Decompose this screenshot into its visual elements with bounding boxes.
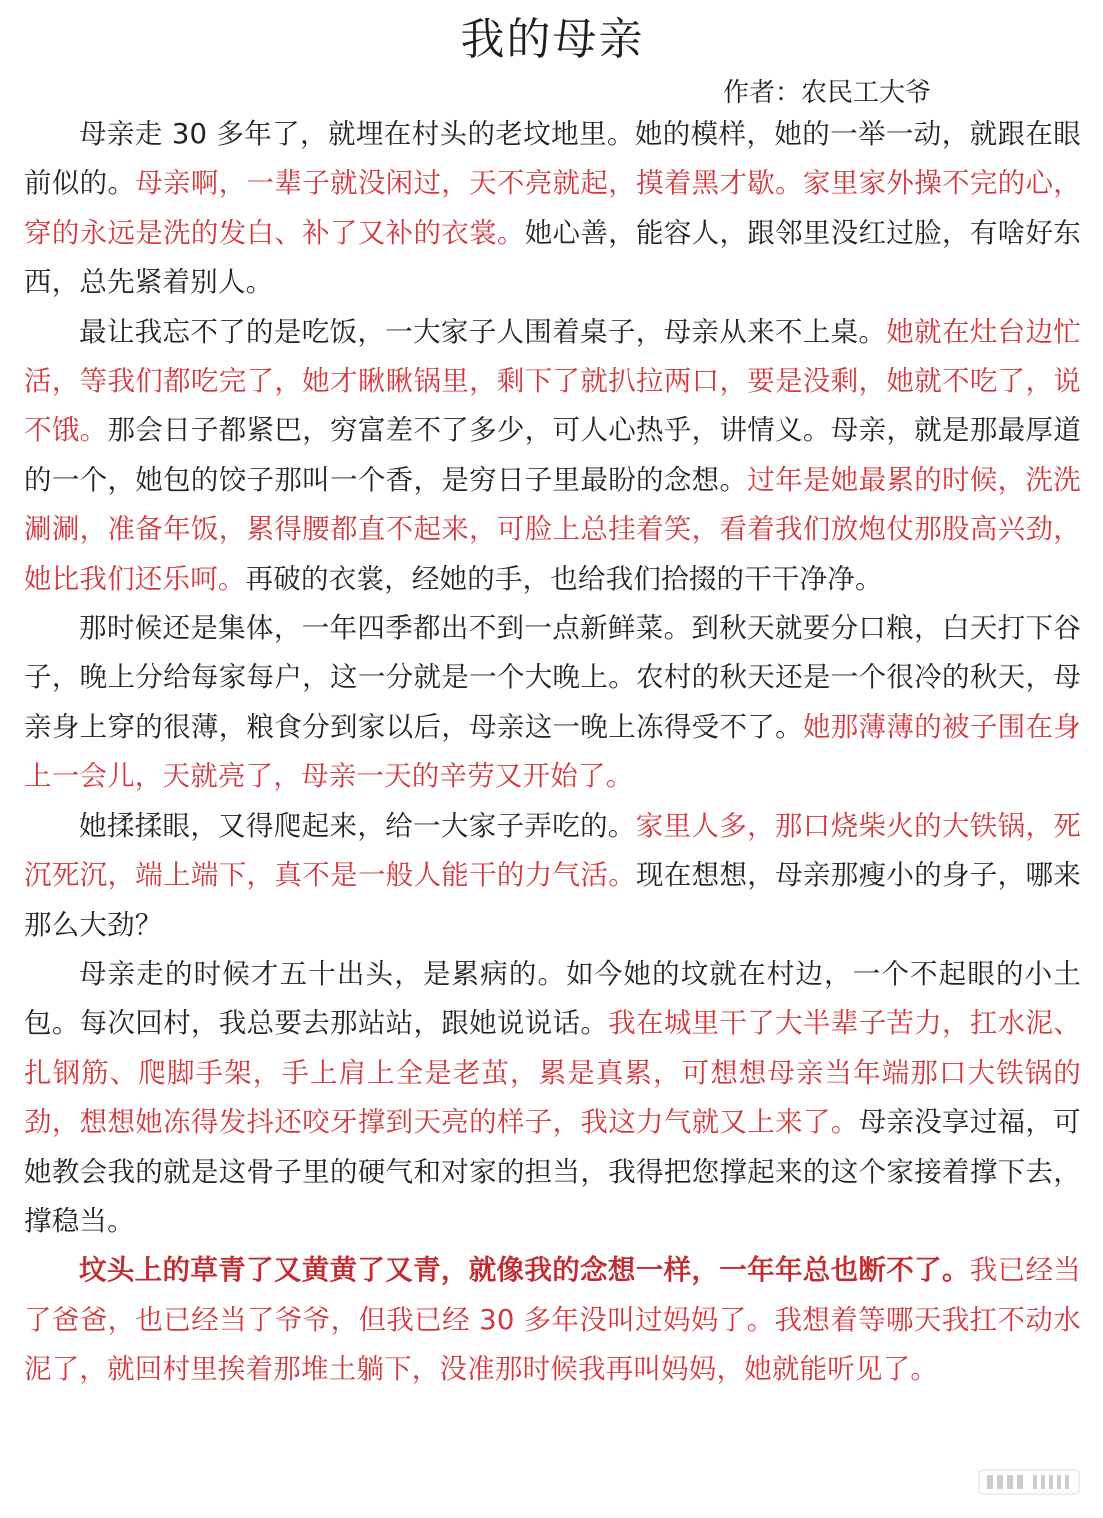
text-segment: 母亲没享过福，可她教会我的就是这骨子里的硬气和对家的担当，我得把您撑起来的这个家接着撑下去，撑稳当。 — [24, 1106, 1081, 1237]
text-segment: 现在想想，母亲那瘦小的身子，哪来那么大劲？ — [24, 859, 1081, 941]
paragraph — [24, 1246, 1081, 1394]
page-title: 我的母亲 — [460, 14, 645, 65]
paragraph — [24, 950, 1081, 1246]
highlighted-text-segment: 家里人多，那口烧柴火的大铁锅，死沉死沉，端上端下，真不是一般人能干的力气活。 — [24, 809, 1082, 892]
paragraph — [24, 308, 1081, 604]
text-segment: 母亲走 30 多年了，就埋在村头的老坟地里。她的模样，她的一举一动，就跟在眼前似的。 — [24, 118, 1081, 200]
highlighted-text-segment: 母亲啊，一辈子就没闲过，天不亮就起，摸着黑才歇。家里家外操不完的心，穿的永远是洗的发白、补了又补的衣裳。 — [24, 167, 1081, 249]
text-segment: 那会日子都紧巴，穷富差不了多少，可人心热乎，讲情义。母亲，就是那最厚道的一个，她包的饺子那叫一个香，是穷日子里最盼的念想。 — [24, 414, 1082, 496]
highlighted-text-segment: 她那薄薄的被子围在身上一会儿，天就亮了，母亲一天的辛劳又开始了。 — [24, 710, 1081, 793]
paragraph — [24, 604, 1081, 802]
paragraph — [24, 110, 1081, 308]
watermark-icon — [977, 1468, 1081, 1496]
text-segment: 那时候还是集体，一年四季都出不到一点新鲜菜。到秋天就要分口粮，白天打下谷子，晚上分给每家每户，这一分就是一个大晚上。农村的秋天还是一个很冷的秋天，母亲身上穿的很薄，粮食分到家以后，母亲这一晚上冻得受不了。 — [24, 612, 1081, 743]
highlighted-text-segment: 坟头上的草青了又黄黄了又青，就像我的念想一样，一年年总也断不了。 — [79, 1254, 970, 1287]
highlighted-text-segment: 她就在灶台边忙活，等我们都吃完了，她才瞅瞅锅里，剩下了就扒拉两口，要是没剩，她就不吃了，说不饿。 — [24, 315, 1081, 447]
watermark-logo — [977, 1468, 1081, 1496]
article-body — [24, 110, 1081, 1395]
text-segment: 她心善，能容人，跟邻里没红过脸，有啥好东西，总先紧着别人。 — [24, 216, 1081, 299]
text-segment: 再破的衣裳，经她的手，也给我们拾掇的干干净净。 — [245, 562, 883, 595]
text-segment: 最让我忘不了的是吃饭，一大家子人围着桌子，母亲从来不上桌。 — [79, 315, 887, 348]
highlighted-text-segment: 我在城里干了大半辈子苦力，扛水泥、扎钢筋、爬脚手架，手上肩上全是老茧，累是真累，可想想母亲当年端那口大铁锅的劲，想想她冻得发抖还咬牙撑到天亮的样子，我这力气就又上来了。 — [24, 1007, 1082, 1139]
author-line: 作者：农民工大爷 — [722, 78, 931, 108]
highlighted-text-segment: 过年是她最累的时候，洗洗涮涮，准备年饭，累得腰都直不起来，可脸上总挂着笑，看着我们放炮仗那股高兴劲，她比我们还乐呵。 — [24, 463, 1082, 595]
text-segment: 她揉揉眼，又得爬起来，给一大家子弄吃的。 — [79, 809, 636, 842]
highlighted-text-segment: 我已经当了爸爸，也已经当了爷爷，但我已经 30 多年没叫过妈妈了。我想着等哪天我扛不动水泥了，就回村里挨着那堆土躺下，没准那时候我再叫妈妈，她就能听见了。 — [24, 1254, 1081, 1386]
text-segment: 母亲走的时候才五十出头，是累病的。如今她的坟就在村边，一个不起眼的小土包。每次回村，我总要去那站站，跟她说说话。 — [24, 957, 1081, 1040]
paragraph — [24, 802, 1081, 950]
